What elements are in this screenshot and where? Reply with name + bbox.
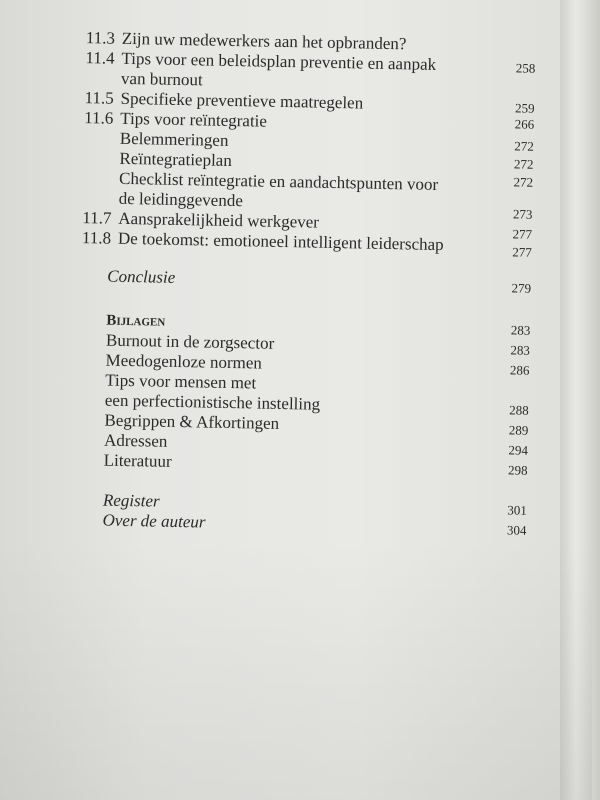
register-title: Register [102, 490, 160, 511]
page-number: 289 [508, 422, 529, 438]
bijlage-title: Literatuur [103, 450, 172, 471]
page-number: 304 [506, 522, 527, 538]
page-number: 272 [513, 174, 534, 190]
page-shadow [0, 540, 592, 800]
page-number: 266 [514, 116, 535, 132]
section-title: Specifieke preventieve maatregelen [120, 88, 364, 113]
section-title: Aansprakelijkheid werkgever [118, 208, 320, 232]
page-number: 283 [510, 342, 531, 358]
page-number: 259 [514, 100, 535, 116]
page-number: 273 [512, 206, 533, 222]
page-number: 279 [511, 280, 532, 296]
page-number: 277 [512, 226, 533, 242]
page-number: 258 [515, 60, 536, 76]
section-number: 11.6 [84, 108, 114, 128]
table-of-contents [68, 28, 548, 539]
page-number: 286 [509, 362, 530, 378]
bijlage-title: Meedogenloze normen [105, 350, 263, 373]
subsection-title: Checklist reïntegratie en aandachtspunten voor [118, 168, 439, 194]
page-number: 283 [510, 322, 531, 338]
subsection-title: Belemmeringen [119, 128, 229, 150]
section-title: Tips voor reïntegratie [120, 108, 268, 131]
conclusie-title: Conclusie [107, 266, 176, 287]
section-number: 11.8 [81, 228, 112, 248]
auteur-title: Over de auteur [102, 510, 206, 532]
section-number: 11.5 [84, 88, 114, 108]
section-number: 11.3 [85, 28, 116, 48]
section-title-continued: van burnout [120, 68, 203, 90]
bijlage-title: een perfectionistische instelling [104, 390, 321, 414]
bijlage-title: Adressen [103, 430, 168, 451]
subsection-title-continued: de leidinggevende [118, 188, 244, 211]
page-number: 301 [507, 502, 527, 518]
section-title: De toekomst: emotioneel intelligent leiderschap [117, 228, 444, 255]
section-number: 11.4 [85, 48, 115, 68]
bijlage-title: Tips voor mensen met [105, 370, 257, 393]
bijlagen-heading: Bijlagen [106, 312, 166, 330]
page-number: 298 [507, 462, 528, 478]
section-title: Tips voor een beleidsplan preventie en aanpak [121, 48, 437, 74]
section-title: Zijn uw medewerkers aan het opbranden? [121, 28, 407, 54]
page-number: 288 [509, 402, 529, 418]
bijlage-title: Burnout in de zorgsector [105, 330, 275, 353]
bijlage-title: Begrippen & Afkortingen [104, 410, 280, 433]
page-number: 277 [512, 244, 532, 260]
page-number: 272 [513, 156, 534, 172]
subsection-title: Reïntegratieplan [119, 148, 233, 170]
page-number: 272 [514, 138, 534, 154]
section-number: 11.7 [82, 208, 112, 228]
page-number: 294 [508, 442, 529, 458]
